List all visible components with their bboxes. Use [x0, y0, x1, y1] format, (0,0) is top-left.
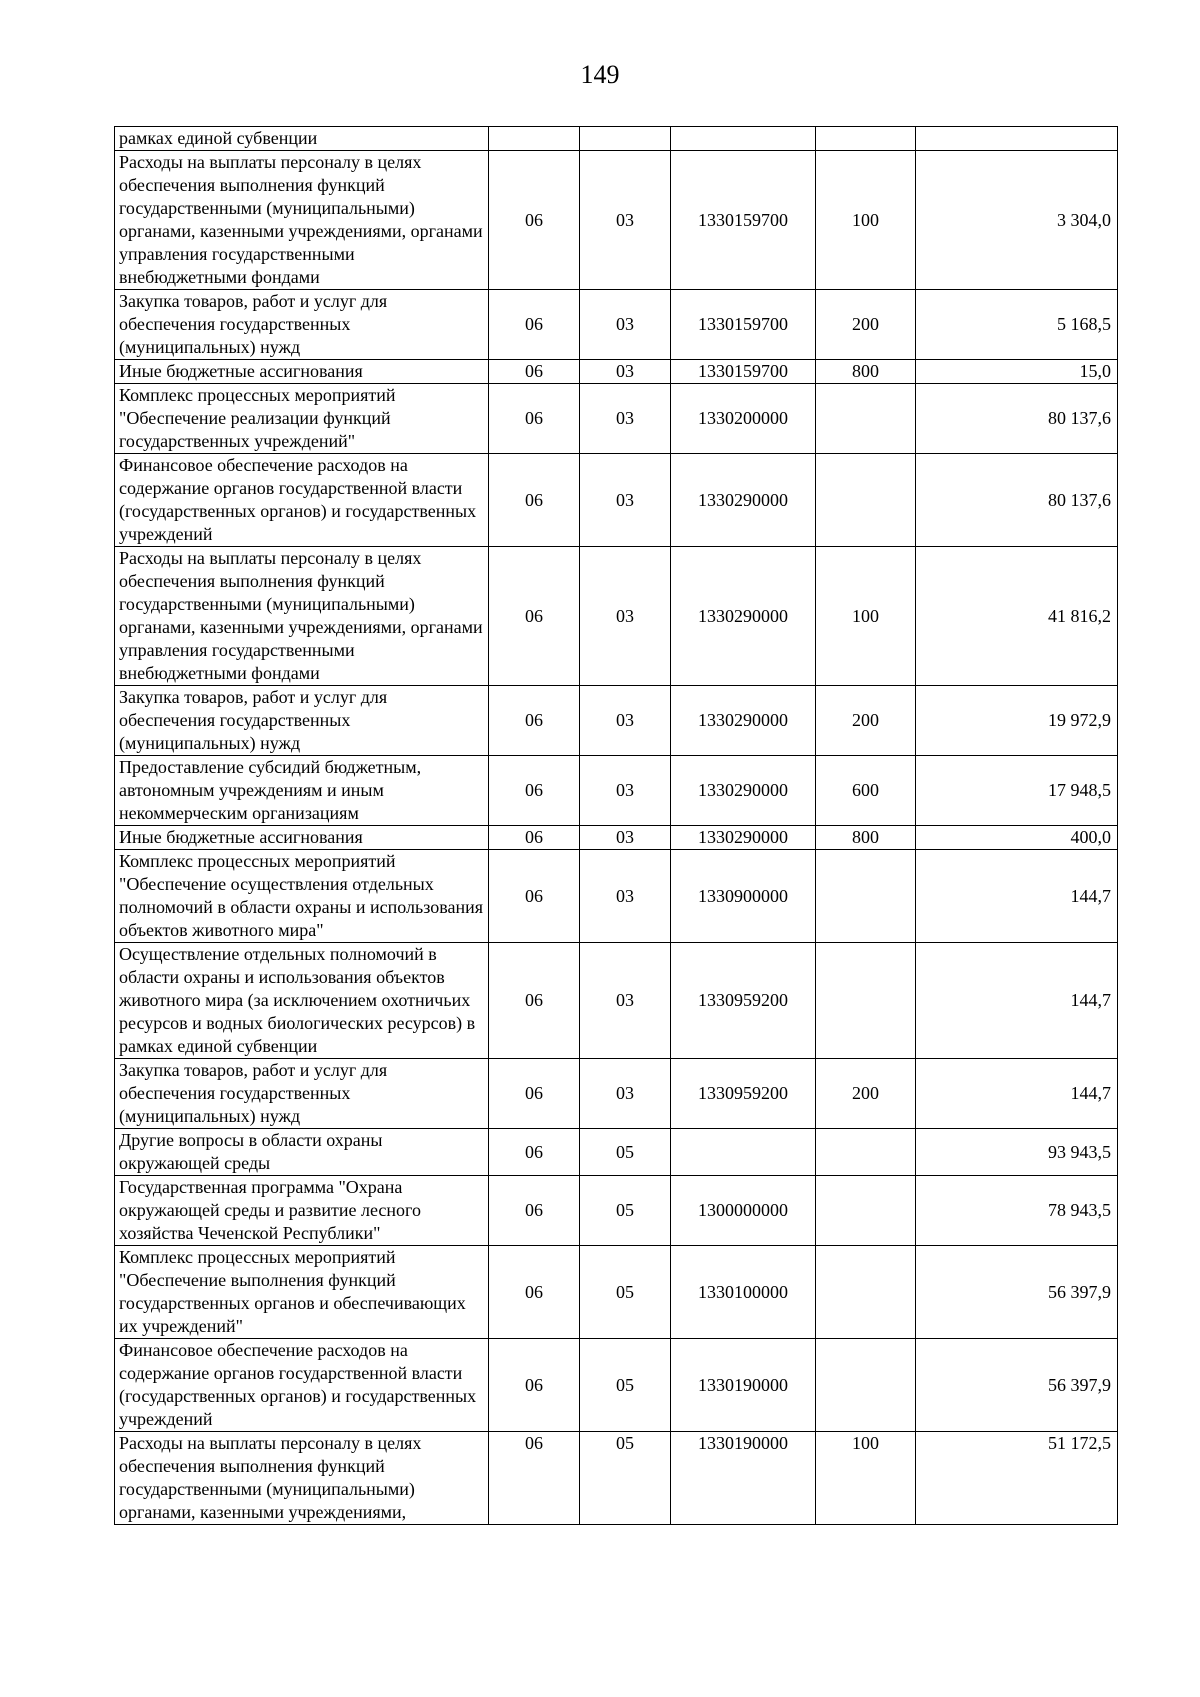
subsection-code-cell: 03 [580, 384, 671, 454]
amount-cell: 80 137,6 [916, 384, 1118, 454]
target-article-code-cell: 1330290000 [671, 826, 816, 850]
amount-cell: 19 972,9 [916, 686, 1118, 756]
section-code-cell: 06 [489, 1246, 580, 1339]
expense-type-code-cell [816, 1176, 916, 1246]
subsection-code-cell: 03 [580, 151, 671, 290]
amount-cell: 3 304,0 [916, 151, 1118, 290]
expense-type-code-cell [816, 943, 916, 1059]
subsection-code-cell: 05 [580, 1246, 671, 1339]
table-row [115, 384, 1118, 454]
expense-type-code-cell [816, 1246, 916, 1339]
section-code-cell [489, 127, 580, 151]
table-row [115, 756, 1118, 826]
target-article-code-cell: 1330290000 [671, 454, 816, 547]
target-article-code-cell: 1330159700 [671, 151, 816, 290]
subsection-code-cell: 03 [580, 360, 671, 384]
target-article-code-cell: 1330190000 [671, 1339, 816, 1432]
table-row [115, 1059, 1118, 1129]
subsection-code-cell: 03 [580, 454, 671, 547]
expense-type-code-cell: 800 [816, 826, 916, 850]
expense-type-code-cell: 200 [816, 1059, 916, 1129]
row-name-cell: Иные бюджетные ассигнования [115, 826, 489, 850]
section-code-cell: 06 [489, 151, 580, 290]
table-row [115, 1246, 1118, 1339]
row-name-cell: Расходы на выплаты персоналу в целях обеспечения выполнения функций государственными (муниципальными) органами, казенными учреждениями, органами управления государственными внебюджетными фондами [115, 151, 489, 290]
target-article-code-cell: 1330190000 [671, 1432, 816, 1525]
expense-type-code-cell [816, 454, 916, 547]
row-name-cell: Финансовое обеспечение расходов на содержание органов государственной власти (государственных органов) и государственных учреждений [115, 454, 489, 547]
target-article-code-cell: 1330159700 [671, 360, 816, 384]
table-row [115, 826, 1118, 850]
expense-type-code-cell: 800 [816, 360, 916, 384]
section-code-cell: 06 [489, 826, 580, 850]
amount-cell: 93 943,5 [916, 1129, 1118, 1176]
row-name-cell: рамках единой субвенции [115, 127, 489, 151]
row-name-cell: Другие вопросы в области охраны окружающей среды [115, 1129, 489, 1176]
section-code-cell: 06 [489, 850, 580, 943]
subsection-code-cell: 03 [580, 850, 671, 943]
expense-type-code-cell: 100 [816, 547, 916, 686]
section-code-cell: 06 [489, 756, 580, 826]
row-name-cell: Закупка товаров, работ и услуг для обеспечения государственных (муниципальных) нужд [115, 686, 489, 756]
table-row [115, 454, 1118, 547]
subsection-code-cell: 03 [580, 943, 671, 1059]
expense-type-code-cell: 200 [816, 290, 916, 360]
row-name-cell: Комплекс процессных мероприятий "Обеспечение реализации функций государственных учреждений" [115, 384, 489, 454]
section-code-cell: 06 [489, 1432, 580, 1525]
target-article-code-cell: 1330959200 [671, 1059, 816, 1129]
amount-cell: 78 943,5 [916, 1176, 1118, 1246]
expense-type-code-cell [816, 127, 916, 151]
section-code-cell: 06 [489, 1176, 580, 1246]
target-article-code-cell: 1330290000 [671, 756, 816, 826]
row-name-cell: Иные бюджетные ассигнования [115, 360, 489, 384]
expense-type-code-cell [816, 1339, 916, 1432]
row-name-cell: Комплекс процессных мероприятий "Обеспечение выполнения функций государственных органов и обеспечивающих их учреждений" [115, 1246, 489, 1339]
table-row [115, 127, 1118, 151]
amount-cell: 144,7 [916, 850, 1118, 943]
table-row [115, 1432, 1118, 1525]
section-code-cell: 06 [489, 290, 580, 360]
target-article-code-cell: 1330159700 [671, 290, 816, 360]
amount-cell: 144,7 [916, 1059, 1118, 1129]
budget-table [114, 126, 1118, 1525]
row-name-cell: Расходы на выплаты персоналу в целях обеспечения выполнения функций государственными (муниципальными) органами, казенными учреждениями, органами управления государственными внебюджетными фондами [115, 547, 489, 686]
target-article-code-cell: 1300000000 [671, 1176, 816, 1246]
table-row [115, 1129, 1118, 1176]
table-row [115, 943, 1118, 1059]
row-name-cell: Финансовое обеспечение расходов на содержание органов государственной власти (государственных органов) и государственных учреждений [115, 1339, 489, 1432]
subsection-code-cell: 05 [580, 1339, 671, 1432]
section-code-cell: 06 [489, 360, 580, 384]
target-article-code-cell [671, 127, 816, 151]
target-article-code-cell: 1330900000 [671, 850, 816, 943]
row-name-cell: Расходы на выплаты персоналу в целях обеспечения выполнения функций государственными (муниципальными) органами, казенными учреждениями, [115, 1432, 489, 1525]
section-code-cell: 06 [489, 1339, 580, 1432]
subsection-code-cell [580, 127, 671, 151]
amount-cell: 15,0 [916, 360, 1118, 384]
table-row [115, 290, 1118, 360]
subsection-code-cell: 05 [580, 1176, 671, 1246]
subsection-code-cell: 03 [580, 826, 671, 850]
section-code-cell: 06 [489, 454, 580, 547]
row-name-cell: Осуществление отдельных полномочий в области охраны и использования объектов животного мира (за исключением охотничьих ресурсов и водных биологических ресурсов) в рамках единой субвенции [115, 943, 489, 1059]
amount-cell: 5 168,5 [916, 290, 1118, 360]
amount-cell: 144,7 [916, 943, 1118, 1059]
amount-cell: 51 172,5 [916, 1432, 1118, 1525]
expense-type-code-cell: 100 [816, 1432, 916, 1525]
table-row [115, 1176, 1118, 1246]
expense-type-code-cell: 100 [816, 151, 916, 290]
target-article-code-cell [671, 1129, 816, 1176]
section-code-cell: 06 [489, 943, 580, 1059]
row-name-cell: Закупка товаров, работ и услуг для обеспечения государственных (муниципальных) нужд [115, 290, 489, 360]
amount-cell: 56 397,9 [916, 1246, 1118, 1339]
amount-cell: 400,0 [916, 826, 1118, 850]
amount-cell: 80 137,6 [916, 454, 1118, 547]
row-name-cell: Закупка товаров, работ и услуг для обеспечения государственных (муниципальных) нужд [115, 1059, 489, 1129]
expense-type-code-cell: 200 [816, 686, 916, 756]
target-article-code-cell: 1330290000 [671, 686, 816, 756]
section-code-cell: 06 [489, 384, 580, 454]
amount-cell: 56 397,9 [916, 1339, 1118, 1432]
expense-type-code-cell [816, 1129, 916, 1176]
subsection-code-cell: 03 [580, 756, 671, 826]
subsection-code-cell: 05 [580, 1432, 671, 1525]
table-row [115, 850, 1118, 943]
section-code-cell: 06 [489, 1129, 580, 1176]
table-row [115, 547, 1118, 686]
table-row [115, 686, 1118, 756]
table-row [115, 360, 1118, 384]
page-number: 149 [580, 60, 620, 89]
amount-cell: 17 948,5 [916, 756, 1118, 826]
amount-cell: 41 816,2 [916, 547, 1118, 686]
target-article-code-cell: 1330200000 [671, 384, 816, 454]
expense-type-code-cell: 600 [816, 756, 916, 826]
section-code-cell: 06 [489, 1059, 580, 1129]
amount-cell [916, 127, 1118, 151]
target-article-code-cell: 1330290000 [671, 547, 816, 686]
subsection-code-cell: 05 [580, 1129, 671, 1176]
target-article-code-cell: 1330959200 [671, 943, 816, 1059]
row-name-cell: Государственная программа "Охрана окружающей среды и развитие лесного хозяйства Чеченской Республики" [115, 1176, 489, 1246]
section-code-cell: 06 [489, 686, 580, 756]
subsection-code-cell: 03 [580, 547, 671, 686]
expense-type-code-cell [816, 384, 916, 454]
row-name-cell: Комплекс процессных мероприятий "Обеспечение осуществления отдельных полномочий в области охраны и использования объектов животного мира" [115, 850, 489, 943]
expense-type-code-cell [816, 850, 916, 943]
subsection-code-cell: 03 [580, 290, 671, 360]
subsection-code-cell: 03 [580, 686, 671, 756]
section-code-cell: 06 [489, 547, 580, 686]
target-article-code-cell: 1330100000 [671, 1246, 816, 1339]
table-row [115, 1339, 1118, 1432]
row-name-cell: Предоставление субсидий бюджетным, автономным учреждениям и иным некоммерческим организациям [115, 756, 489, 826]
table-row [115, 151, 1118, 290]
subsection-code-cell: 03 [580, 1059, 671, 1129]
